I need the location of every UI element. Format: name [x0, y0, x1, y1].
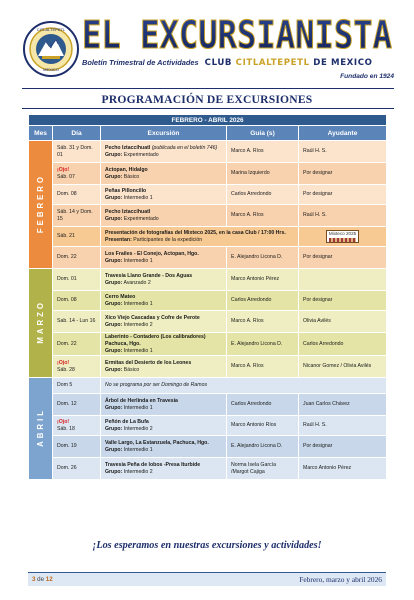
table-row [29, 269, 387, 291]
row-guide: Carlos Arredondo [227, 185, 299, 205]
ojo-alert: ¡Ojo! [57, 419, 70, 425]
row-helper: Olivia Avilés [299, 311, 387, 333]
row-excursion: Xico Viejo Cascadas y Cofre de Perote Grupo: Intermedio 2 [101, 311, 227, 333]
club-name: CLUB CITLALTEPETL DE MEXICO [204, 58, 373, 68]
table-row [29, 311, 387, 333]
row-day: Dom. 01 [53, 269, 101, 291]
row-guide: Marco A. Ríos [227, 205, 299, 227]
header-ayudante: Ayudante [299, 126, 387, 141]
row-excursion: Peñas Pilloncillo Grupo: Intermedio 1 [101, 185, 227, 205]
row-guide: Marco Antonio Ríos [227, 416, 299, 436]
closing-message: ¡Los esperamos en nuestras excursiones y actividades! [92, 540, 322, 551]
table-row [29, 394, 387, 416]
masthead-subtitle: Boletín Trimestral de Actividades [82, 58, 199, 67]
table-row [29, 185, 387, 205]
row-guide: Marco A. Ríos [227, 311, 299, 333]
row-guide: Marina Izquierdo [227, 163, 299, 185]
row-guide: E. Alejandro Licona D. [227, 247, 299, 269]
row-day: Dom. 26 [53, 458, 101, 480]
row-guide: Marco Antonio Pérez [227, 269, 299, 291]
ojo-alert: ¡Ojo! [57, 166, 70, 173]
table-row [29, 227, 387, 247]
row-day: ¡Ojo! Sáb. 28 [53, 356, 101, 378]
table-row [29, 205, 387, 227]
row-helper: Raúl H. S. [299, 416, 387, 436]
table-row [29, 356, 387, 378]
row-note: No se programa por ser Domingo de Ramos [101, 378, 387, 394]
row-helper: Por designar [299, 247, 387, 269]
period-band [29, 115, 387, 126]
period-label: FEBRERO - ABRIL 2026 [29, 115, 387, 126]
row-excursion: Valle Largo, La Estanzuela, Pachuca, Hgo. Grupo: Intermedio 1 [101, 436, 227, 458]
row-day: Sáb. 14 y Dom. 15 [53, 205, 101, 227]
table-header-row [29, 126, 387, 141]
row-helper: Por designar [299, 436, 387, 458]
header-rule [22, 88, 394, 89]
row-helper: Juan Carlos Chávez [299, 394, 387, 416]
row-helper: Raúl H. S. [299, 141, 387, 163]
row-excursion: Pecho Iztaccíhuatl Grupo: Experimentado [101, 205, 227, 227]
row-day: Dom. 08 [53, 291, 101, 311]
section-rule [22, 108, 394, 109]
row-day: Dom. 22 [53, 247, 101, 269]
table-row [29, 458, 387, 480]
masthead [22, 14, 394, 86]
month-label-feb: FEBRERO [29, 141, 53, 269]
row-excursion: Cerro Mateo Grupo: Intermedio 1 [101, 291, 227, 311]
row-guide: Marco A. Ríos [227, 356, 299, 378]
row-excursion: Pecho Iztaccíhuatl (publicada en el boletín 746) Grupo: Experimentado [101, 141, 227, 163]
ojo-alert: ¡Ojo! [57, 360, 70, 366]
issue-date: Febrero, marzo y abril 2026 [299, 575, 382, 584]
table-row [29, 291, 387, 311]
row-helper: Por designar [299, 185, 387, 205]
header-mes: Mes [29, 126, 53, 141]
header-guia: Guía (s) [227, 126, 299, 141]
page-footer [28, 572, 386, 586]
badge-ribbon [329, 238, 356, 242]
table-row [29, 436, 387, 458]
section-title: PROGRAMACIÓN DE EXCURSIONES [101, 93, 313, 106]
svg-text:CITLALTEPETL: CITLALTEPETL [36, 27, 66, 32]
svg-text:MEXICO: MEXICO [43, 67, 59, 72]
row-excursion: Árbol de Herlinda en Travesía Grupo: Intermedio 1 [101, 394, 227, 416]
row-day: ¡Ojo! Sáb. 07 [53, 163, 101, 185]
row-day: Sáb. 31 y Dom. 01 [53, 141, 101, 163]
row-excursion: Peñón de La Bufa Grupo: Intermedio 2 [101, 416, 227, 436]
mixteco-badge: Mixteco 2025 [326, 230, 359, 242]
row-day: Dom 5 [53, 378, 101, 394]
row-guide: Carlos Arredondo [227, 291, 299, 311]
row-day: Dom. 19 [53, 436, 101, 458]
month-label-mar: MARZO [29, 269, 53, 378]
table-row [29, 141, 387, 163]
svg-text:EL EXCURSIANISTA: EL EXCURSIANISTA [82, 13, 393, 57]
founded-note: Fundado en 1924 [340, 73, 394, 80]
header-excursion: Excursión [101, 126, 227, 141]
row-helper: Carlos Arredondo [299, 333, 387, 356]
header-dia: Día [53, 126, 101, 141]
row-guide: Carlos Arredondo [227, 394, 299, 416]
row-day: Dom. 12 [53, 394, 101, 416]
row-helper: Por designar [299, 163, 387, 185]
table-row [29, 163, 387, 185]
row-helper: Por designar [299, 291, 387, 311]
month-label-abr: ABRIL [29, 378, 53, 480]
page-number: 3 de 12 [32, 576, 53, 583]
row-guide: E. Alejandro Licona D. [227, 436, 299, 458]
row-day: Dom. 08 [53, 185, 101, 205]
row-guide: E. Alejandro Licona D. [227, 333, 299, 356]
row-helper [299, 269, 387, 291]
row-day: Sáb. 21 [53, 227, 101, 247]
row-excursion: Laberinto - Contadero (Los calibradores) Pachuca, Hgo. Grupo: Intermedio 1 [101, 333, 227, 356]
row-day: ¡Ojo! Sáb. 18 [53, 416, 101, 436]
table-row [29, 378, 387, 394]
row-day: Dom. 22 [53, 333, 101, 356]
row-guide: Marco A. Ríos [227, 141, 299, 163]
masthead-title [80, 13, 394, 57]
table-row [29, 333, 387, 356]
row-guide: Norma Isela García /Margot Cajiga [227, 458, 299, 480]
row-excursion: Los Frailes - El Conejo, Actopan, Hgo. Grupo: Intermedio 1 [101, 247, 227, 269]
row-excursion: Travesía Llano Grande - Dos Aguas Grupo: Avanzado 2 [101, 269, 227, 291]
table-row [29, 416, 387, 436]
row-excursion: Ermitas del Desierto de los Leones Grupo: Básico [101, 356, 227, 378]
event-badge-cell [299, 227, 387, 247]
excursion-schedule-table [28, 114, 387, 480]
table-row [29, 247, 387, 269]
row-excursion: Travesía Peña de lobos -Presa Iturbide Grupo: Intermedio 2 [101, 458, 227, 480]
table-body [29, 141, 387, 480]
row-helper: Nicanor Gomez / Olivia Avilés [299, 356, 387, 378]
row-excursion: Actopan, Hidalgo Grupo: Básico [101, 163, 227, 185]
row-day: Sab. 14 - Lun 16 [53, 311, 101, 333]
row-helper: Marco Antonio Pérez [299, 458, 387, 480]
row-event: Presentación de fotografías del Mixteco 2025, en la casa Club / 17:00 Hrs. Presentan: Participantes de la expedición [101, 227, 299, 247]
masthead-subtitle-row [82, 58, 394, 72]
row-helper: Raúl H. S. [299, 205, 387, 227]
club-seal-logo [22, 20, 80, 78]
